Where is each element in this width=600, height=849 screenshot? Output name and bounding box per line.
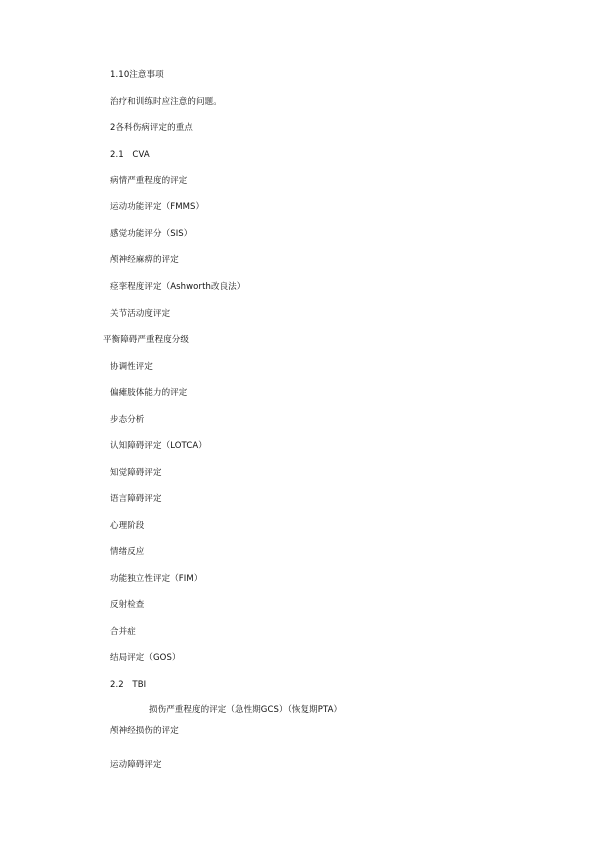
list-item: 反射检查 [110, 600, 145, 610]
section-heading: 2.1 CVA [110, 150, 150, 160]
list-item: 心理阶段 [110, 521, 145, 531]
list-item: 痉挛程度评定（Ashworth改良法） [110, 282, 246, 292]
list-item: 关节活动度评定 [110, 309, 171, 319]
text-line: 治疗和训练时应注意的问题。 [110, 97, 222, 107]
list-item: 损伤严重程度的评定（急性期GCS）（恢复期PTA） [149, 705, 343, 715]
list-item: 认知障碍评定（LOTCA） [110, 441, 207, 451]
section-heading: 1.10注意事项 [110, 70, 164, 80]
list-item: 感觉功能评分（SIS） [110, 229, 193, 239]
list-item: 偏瘫肢体能力的评定 [110, 388, 188, 398]
list-item: 合并症 [110, 627, 136, 637]
list-item: 运动功能评定（FMMS） [110, 202, 205, 212]
list-item: 病情严重程度的评定 [110, 176, 188, 186]
list-item: 步态分析 [110, 415, 145, 425]
list-item: 情绪反应 [110, 547, 145, 557]
list-item: 颅神经麻痹的评定 [110, 255, 179, 265]
list-item: 语言障碍评定 [110, 494, 162, 504]
list-item: 运动障碍评定 [110, 760, 162, 770]
list-item: 颅神经损伤的评定 [110, 726, 179, 736]
list-item: 功能独立性评定（FIM） [110, 574, 203, 584]
list-item: 平衡障碍严重程度分级 [103, 335, 190, 345]
section-heading: 2各科伤病评定的重点 [110, 123, 193, 133]
list-item: 知觉障碍评定 [110, 468, 162, 478]
list-item: 协调性评定 [110, 362, 154, 372]
list-item: 结局评定（GOS） [110, 653, 181, 663]
section-heading: 2.2 TBI [110, 680, 147, 690]
